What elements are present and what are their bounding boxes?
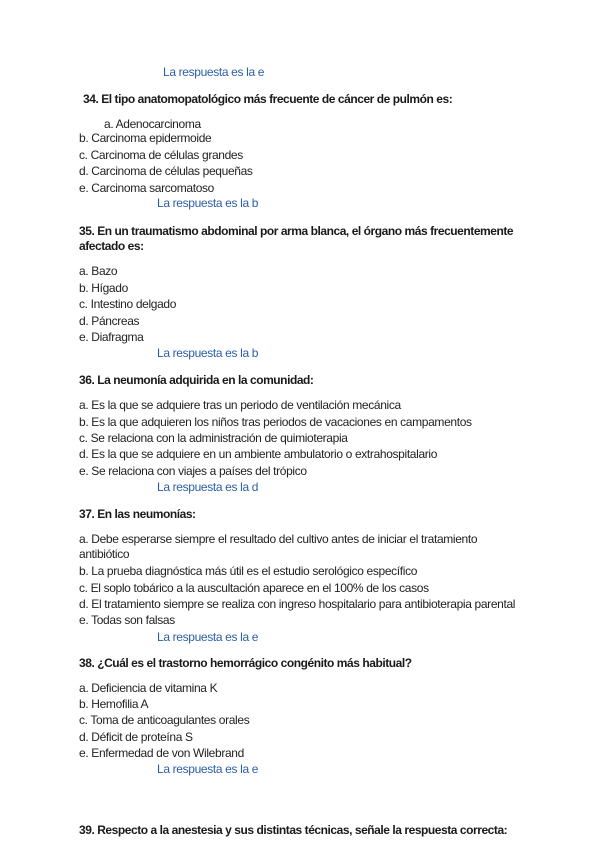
q38-option-c: c. Toma de anticoagulantes orales <box>79 713 250 727</box>
q36-option-e: e. Se relaciona con viajes a países del trópico <box>79 464 307 478</box>
q34-option-a: a. Adenocarcinoma <box>104 117 201 131</box>
answer-q34: La respuesta es la b <box>157 196 259 210</box>
q34-option-d: d. Carcinoma de células pequeñas <box>79 164 253 178</box>
question-35-line1: 35. En un traumatismo abdominal por arma blanca, el órgano más frecuentemente <box>79 224 514 238</box>
answer-q38: La respuesta es la e <box>157 762 259 776</box>
q38-option-a: a. Deficiencia de vitamina K <box>79 681 218 695</box>
q35-option-a: a. Bazo <box>79 264 118 278</box>
q37-option-b: b. La prueba diagnóstica más útil es el estudio serológico específico <box>79 564 418 578</box>
q35-option-b: b. Hígado <box>79 281 128 295</box>
answer-q37: La respuesta es la e <box>157 630 259 644</box>
answer-q33: La respuesta es la e <box>163 65 265 79</box>
q36-option-a: a. Es la que se adquiere tras un periodo de ventilación mecánica <box>79 398 401 412</box>
answer-q35: La respuesta es la b <box>157 346 259 360</box>
q34-option-e: e. Carcinoma sarcomatoso <box>79 181 214 195</box>
q35-option-d: d. Páncreas <box>79 314 140 328</box>
question-39: 39. Respecto a la anestesia y sus distintas técnicas, señale la respuesta correcta: <box>79 823 508 837</box>
q37-option-c: c. El soplo tobárico a la auscultación aparece en el 100% de los casos <box>79 581 429 595</box>
q35-option-e: e. Diafragma <box>79 330 144 344</box>
q37-option-e: e. Todas son falsas <box>79 613 175 627</box>
q34-option-b: b. Carcinoma epidermoide <box>79 131 212 145</box>
q35-option-c: c. Intestino delgado <box>79 297 177 311</box>
q37-option-a-line1: a. Debe esperarse siempre el resultado del cultivo antes de iniciar el tratamiento <box>79 532 478 546</box>
answer-q36: La respuesta es la d <box>157 480 259 494</box>
q38-option-d: d. Déficit de proteína S <box>79 730 193 744</box>
q37-option-a-line2: antibiótico <box>79 547 130 561</box>
question-35-line2: afectado es: <box>79 239 144 253</box>
question-34: 34. El tipo anatomopatológico más frecuente de cáncer de pulmón es: <box>83 92 453 106</box>
q36-option-c: c. Se relaciona con la administración de quimioterapia <box>79 431 348 445</box>
q36-option-b: b. Es la que adquieren los niños tras periodos de vacaciones en campamentos <box>79 415 472 429</box>
q36-option-d: d. Es la que se adquiere en un ambiente ambulatorio o extrahospitalario <box>79 447 438 461</box>
q38-option-b: b. Hemofilia A <box>79 697 149 711</box>
q38-option-e: e. Enfermedad de von Wilebrand <box>79 746 244 760</box>
question-37: 37. En las neumonías: <box>79 507 196 521</box>
q37-option-d: d. El tratamiento siempre se realiza con ingreso hospitalario para antibioterapia parental <box>79 597 516 611</box>
question-36: 36. La neumonía adquirida en la comunidad: <box>79 373 314 387</box>
q34-option-c: c. Carcinoma de células grandes <box>79 148 243 162</box>
question-38: 38. ¿Cuál es el trastorno hemorrágico congénito más habitual? <box>79 656 412 670</box>
